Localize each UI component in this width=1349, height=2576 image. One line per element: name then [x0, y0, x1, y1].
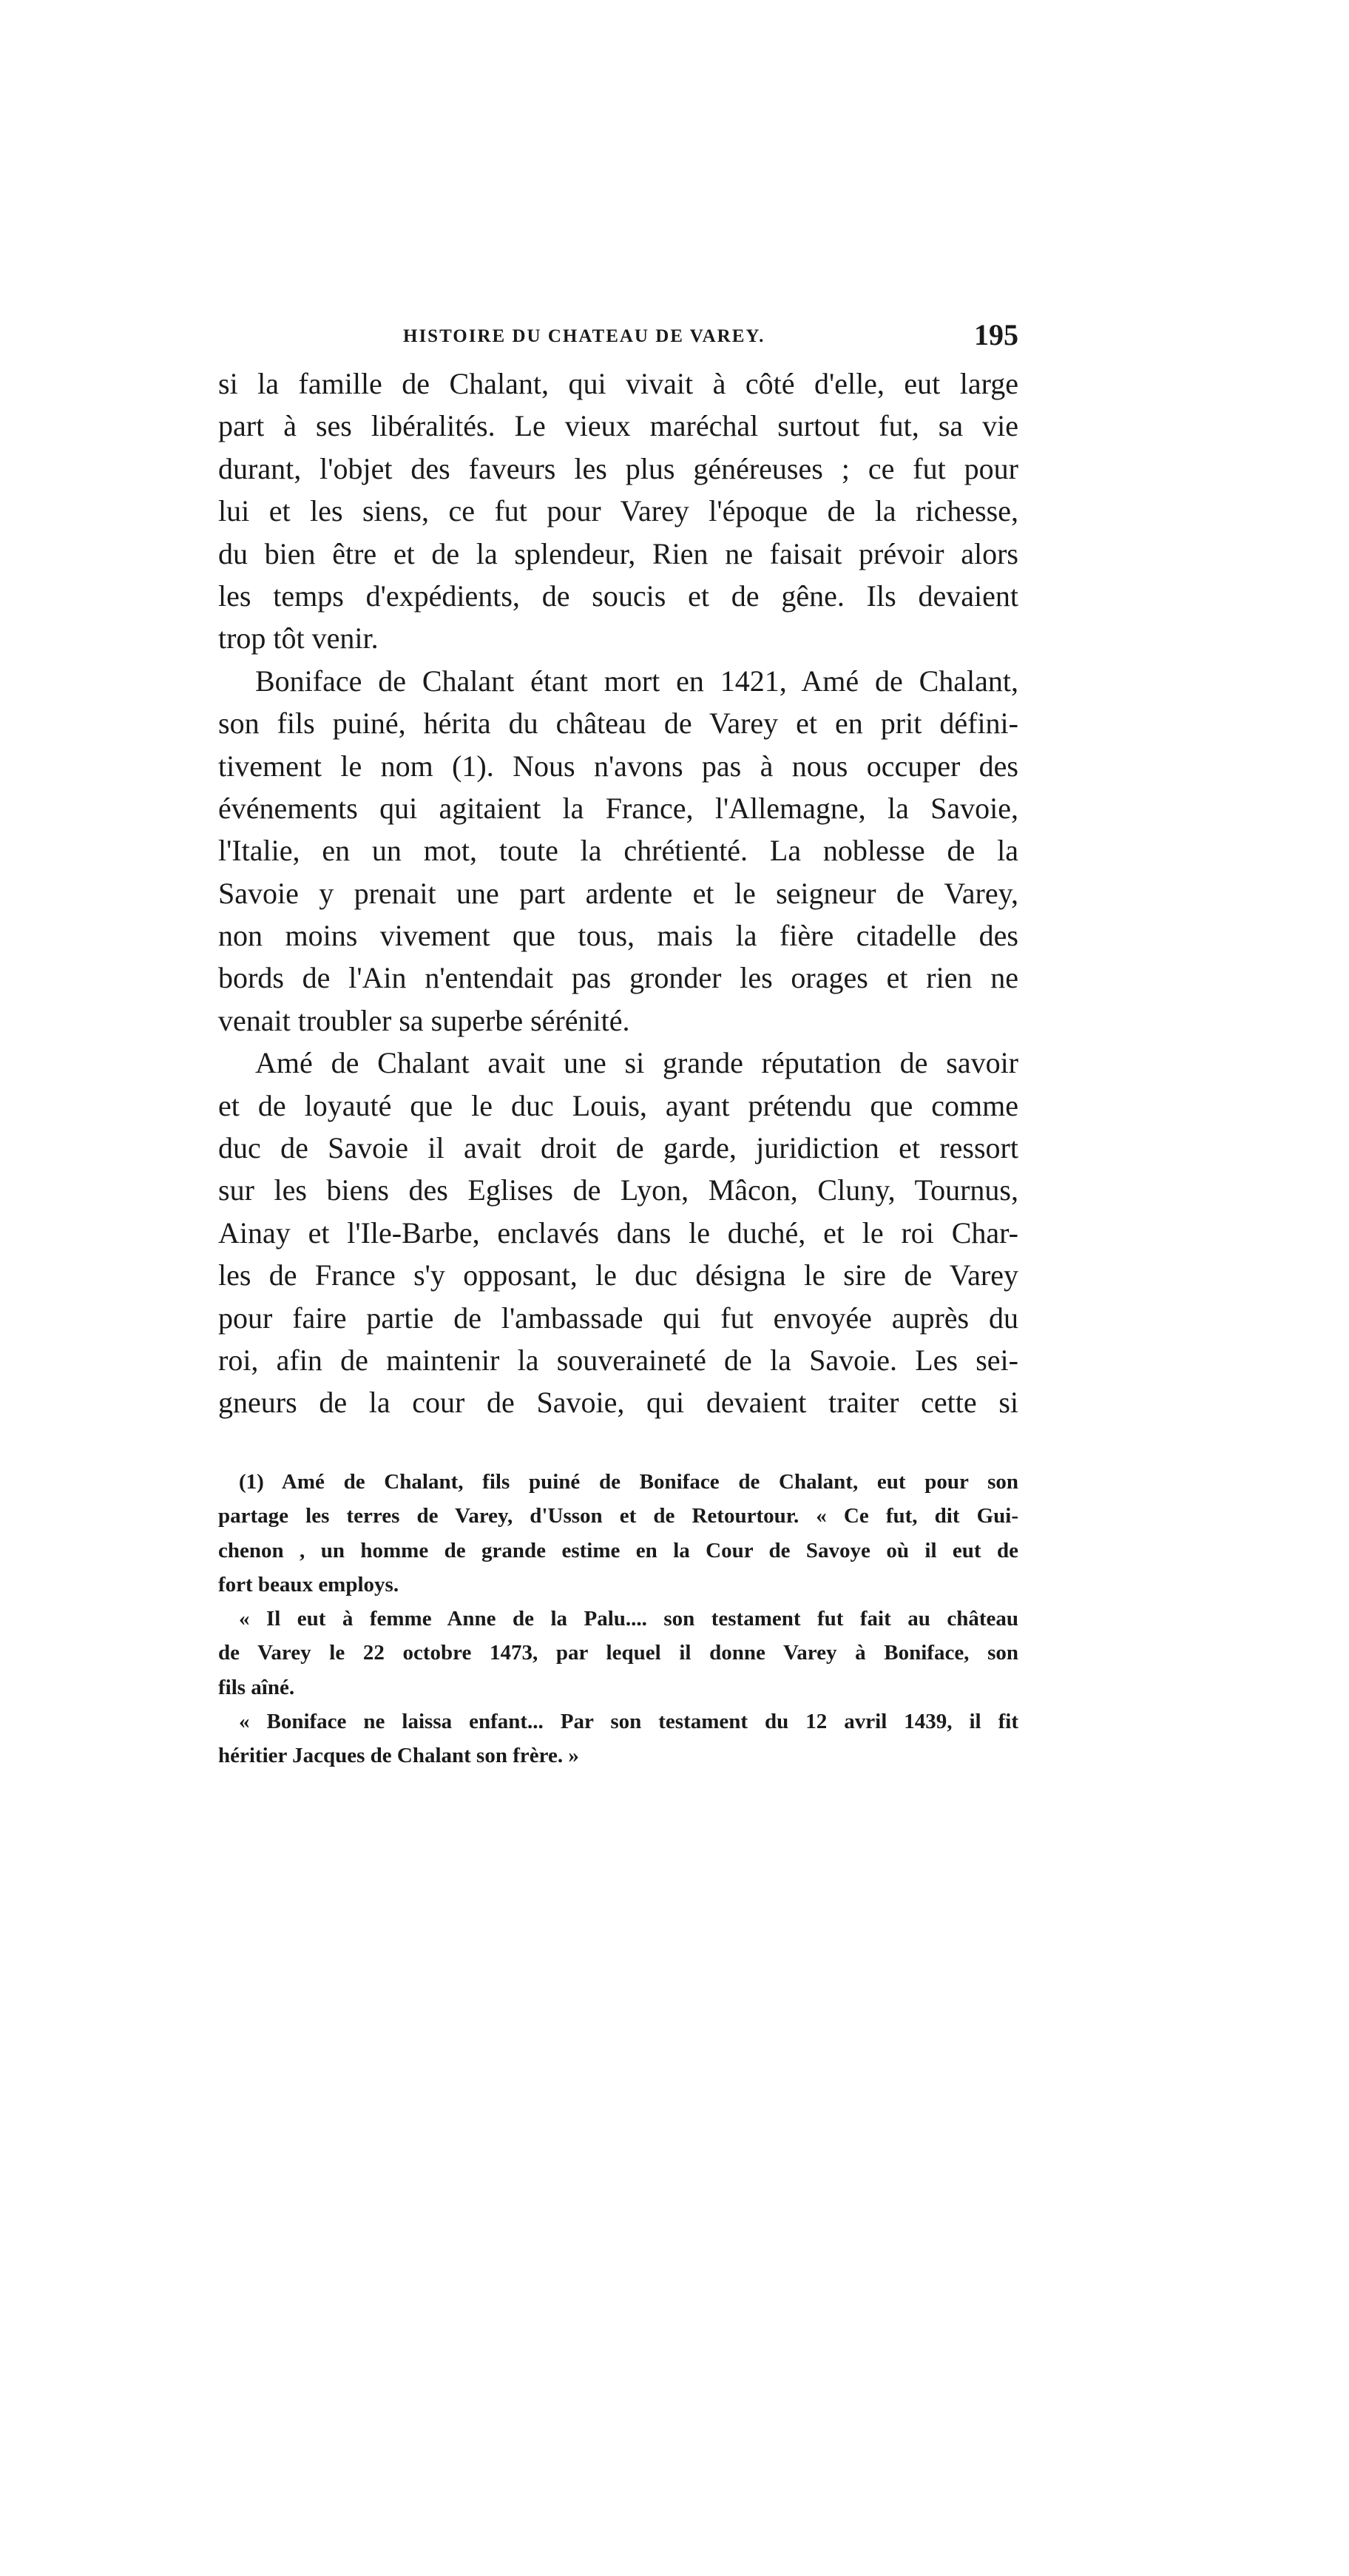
main-text	[218, 363, 1018, 1424]
text-line: et de loyauté que le duc Louis, ayant prétendu que comme	[218, 1088, 1018, 1122]
footnote-line: fils aîné.	[218, 1675, 295, 1699]
text-line: son fils puiné, hérita du château de Varey et en prit défini-	[218, 707, 1018, 741]
page-header	[218, 314, 1018, 359]
text-line: événements qui agitaient la France, l'Allemagne, la Savoie,	[218, 791, 1018, 825]
text-line: les de France s'y opposant, le duc désigna le sire de Varey	[218, 1258, 1018, 1292]
text-line: l'Italie, en un mot, toute la chrétienté. La noblesse de la	[218, 834, 1018, 868]
text-line: Savoie y prenait une part ardente et le seigneur de Varey,	[218, 876, 1018, 910]
footnote-line: partage les terres de Varey, d'Usson et de Retourtour. « Ce fut, dit Gui-	[218, 1504, 1018, 1528]
text-line: Boniface de Chalant étant mort en 1421, Amé de Chalant,	[255, 664, 1018, 698]
footnote-line: « Il eut à femme Anne de la Palu.... son testament fut fait au château	[239, 1607, 1018, 1631]
text-line: Ainay et l'Ile-Barbe, enclavés dans le duché, et le roi Char-	[218, 1215, 1018, 1250]
text-line: venait troubler sa superbe sérénité.	[218, 1003, 630, 1037]
text-line: part à ses libéralités. Le vieux maréchal surtout fut, sa vie	[218, 409, 1018, 443]
text-line: duc de Savoie il avait droit de garde, juridiction et ressort	[218, 1131, 1018, 1165]
footnote-line: « Boniface ne laissa enfant... Par son testament du 12 avril 1439, il fit	[239, 1710, 1018, 1734]
text-line: pour faire partie de l'ambassade qui fut envoyée auprès du	[218, 1301, 1018, 1335]
text-line: du bien être et de la splendeur, Rien ne faisait prévoir alors	[218, 536, 1018, 570]
text-line: lui et les siens, ce fut pour Varey l'époque de la richesse,	[218, 494, 1018, 528]
text-line: Amé de Chalant avait une si grande réputation de savoir	[255, 1046, 1018, 1080]
page-number: 195	[974, 318, 1018, 351]
text-line: durant, l'objet des faveurs les plus généreuses ; ce fut pour	[218, 451, 1018, 485]
footnotes	[218, 1465, 1018, 1773]
footnote-line: fort beaux employs.	[218, 1572, 399, 1596]
footnote-line: (1) Amé de Chalant, fils puiné de Boniface de Chalant, eut pour son	[239, 1470, 1018, 1494]
text-line: gneurs de la cour de Savoie, qui devaient traiter cette si	[218, 1386, 1018, 1420]
text-line: roi, afin de maintenir la souveraineté de la Savoie. Les sei-	[218, 1343, 1018, 1377]
footnote-line: héritier Jacques de Chalant son frère. »	[218, 1744, 579, 1768]
footnote-line: chenon , un homme de grande estime en la Cour de Savoye où il eut de	[218, 1538, 1018, 1562]
running-title: HISTOIRE DU CHATEAU DE VAREY.	[403, 326, 765, 346]
text-line: tivement le nom (1). Nous n'avons pas à nous occuper des	[218, 749, 1018, 783]
text-line: trop tôt venir.	[218, 621, 379, 655]
text-line: bords de l'Ain n'entendait pas gronder les orages et rien ne	[218, 961, 1018, 995]
footnote-line: de Varey le 22 octobre 1473, par lequel il donne Varey à Boniface, son	[218, 1641, 1018, 1665]
text-line: sur les biens des Eglises de Lyon, Mâcon, Cluny, Tournus,	[218, 1173, 1018, 1207]
text-line: les temps d'expédients, de soucis et de gêne. Ils devaient	[218, 579, 1018, 613]
text-line: si la famille de Chalant, qui vivait à côté d'elle, eut large	[218, 367, 1018, 400]
text-line: non moins vivement que tous, mais la fière citadelle des	[218, 919, 1018, 953]
